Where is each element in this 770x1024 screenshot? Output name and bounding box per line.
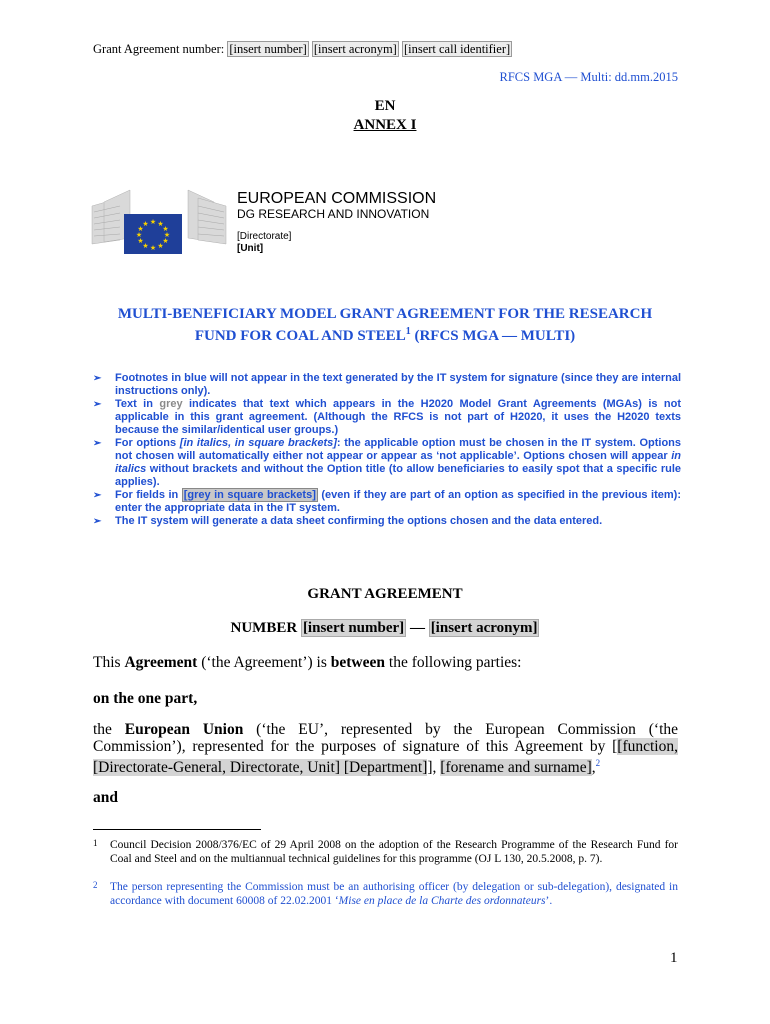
- page-number: 1: [670, 950, 678, 966]
- title-line-2: [93, 323, 677, 345]
- function-field[interactable]: [function, [Directorate-General, Directorate, Unit] [Department]: [93, 738, 678, 777]
- number-dash: —: [406, 620, 429, 636]
- number-prefix: NUMBER: [230, 620, 301, 636]
- instruction-text: For fields in: [115, 489, 182, 501]
- footnote-text: Council Decision 2008/376/EC of 29 April 2008 on the adoption of the Research Programme of the Research Fund for Coal and Steel and on the multiannual technical guidelines for this programme (OJ L 130, 20.5.2008, p. 7).: [110, 839, 678, 865]
- footnote-number: 1: [93, 838, 98, 848]
- directorate-placeholder[interactable]: [Directorate]: [237, 231, 292, 242]
- agreement-acronym-field[interactable]: [insert acronym]: [430, 620, 538, 636]
- header-grant-number: [93, 42, 512, 57]
- instruction-item: [93, 515, 681, 528]
- arrow-bullet-icon: ➢: [93, 438, 102, 449]
- text-run: ,: [591, 759, 596, 777]
- text-bold: between: [330, 654, 386, 671]
- instruction-item: [93, 489, 681, 515]
- text-run: ],: [427, 759, 441, 777]
- italic-keyword: in italics: [115, 450, 681, 475]
- annex-title: ANNEX I: [353, 117, 417, 133]
- text-run: ’.: [545, 895, 553, 907]
- unit-placeholder[interactable]: [Unit]: [237, 243, 264, 254]
- dg-name: DG RESEARCH AND INNOVATION: [237, 207, 430, 221]
- language-label: EN: [374, 98, 396, 114]
- footnote-ref-2[interactable]: 2: [595, 758, 601, 768]
- text-bold: European Union: [124, 721, 244, 738]
- instruction-text: The IT system will generate a data sheet confirming the options chosen and the data entered.: [115, 515, 603, 527]
- footnote-text: [110, 880, 678, 908]
- svg-text:★: ★: [162, 237, 169, 245]
- text-run: The person representing the Commission must be an authorising officer (by delegation or sub-delegation), designated in accordance with document 60008 of 22.02.2001 ‘: [110, 881, 678, 907]
- european-commission-logo: [90, 178, 228, 260]
- parties-intro: [93, 654, 678, 671]
- insert-number-field[interactable]: [insert number]: [229, 42, 307, 56]
- one-part-label: on the one part,: [93, 690, 198, 707]
- title-line-2b: (RFCS MGA — MULTI): [410, 328, 576, 344]
- arrow-bullet-icon: ➢: [93, 399, 102, 410]
- arrow-bullet-icon: ➢: [93, 516, 102, 527]
- commission-name: EUROPEAN COMMISSION: [237, 190, 437, 207]
- footnote-separator: [93, 829, 261, 830]
- grey-keyword: grey: [159, 398, 183, 410]
- text-run: the following parties:: [385, 654, 522, 671]
- italic-keyword: [in italics, in square brackets]: [179, 437, 337, 449]
- footnote-2: [93, 880, 678, 908]
- text-run: the: [93, 721, 125, 738]
- insert-acronym-field[interactable]: [insert acronym]: [313, 42, 397, 56]
- svg-text:★: ★: [163, 231, 171, 239]
- header-prefix: Grant Agreement number:: [93, 42, 228, 56]
- instruction-text: without brackets and without the Option title (to allow beneficiaries to easily spot that a specific rule applies).: [115, 463, 681, 488]
- insert-call-field[interactable]: [insert call identifier]: [403, 42, 511, 56]
- svg-text:★: ★: [142, 242, 149, 250]
- footnote-1: [93, 838, 678, 866]
- svg-text:★: ★: [162, 225, 169, 233]
- arrow-bullet-icon: ➢: [93, 373, 102, 384]
- footnote-ref-1[interactable]: 1: [405, 326, 411, 337]
- title-line-2a: FUND FOR COAL AND STEEL: [194, 328, 406, 344]
- text-italic: Mise en place de la Charte des ordonnateurs: [338, 895, 546, 907]
- text-run: This: [93, 654, 125, 671]
- version-label: RFCS MGA — Multi: dd.mm.2015: [499, 70, 678, 84]
- instructions-list: [93, 372, 681, 528]
- instruction-item: [93, 398, 681, 437]
- text-run: (‘the Agreement’) is: [197, 654, 331, 671]
- instruction-text: : the applicable option must be chosen in the IT system. Options not chosen will automatically either not appear or appear as ‘not applicable’. Options chosen will appear: [115, 437, 682, 462]
- instruction-text: Footnotes in blue will not appear in the text generated by the IT system for signature (since they are internal instructions only).: [115, 372, 681, 397]
- footnote-number: 2: [93, 880, 98, 890]
- eu-party-paragraph: [93, 721, 678, 776]
- agreement-number-field[interactable]: [insert number]: [302, 620, 405, 636]
- name-field[interactable]: [forename and surname]: [440, 759, 592, 777]
- instruction-text: indicates that text which appears in the H2020 Model Grant Agreements (MGAs) is not applicable in this grant agreement. (Although the RFCS is not part of H2020, it uses the H2020 texts because the similar/identical user groups.): [115, 398, 681, 436]
- svg-text:★: ★: [142, 220, 149, 228]
- instruction-item: [93, 437, 681, 489]
- instruction-text: (even if they are part of an option as specified in the previous item): enter the appropriate data in the IT system.: [115, 489, 681, 514]
- and-label: and: [93, 789, 118, 806]
- instruction-item: [93, 372, 681, 398]
- agreement-heading: GRANT AGREEMENT: [307, 586, 463, 602]
- text-run: (‘the EU’, represented by the European Commission (‘the Commission’), represented for the purposes of signature of this Agreement by [: [93, 721, 679, 755]
- svg-text:★: ★: [157, 220, 164, 228]
- agreement-number-line: [0, 620, 770, 637]
- svg-text:★: ★: [149, 244, 157, 252]
- grey-field-example: [grey in square brackets]: [183, 489, 316, 501]
- text-bold: Agreement: [124, 654, 198, 671]
- svg-text:★: ★: [149, 218, 157, 226]
- title-line-1: MULTI-BENEFICIARY MODEL GRANT AGREEMENT FOR THE RESEARCH: [117, 306, 653, 322]
- svg-text:★: ★: [135, 231, 143, 239]
- instruction-text: Text in: [115, 398, 160, 410]
- svg-text:★: ★: [157, 242, 164, 250]
- arrow-bullet-icon: ➢: [93, 490, 102, 501]
- svg-text:★: ★: [137, 237, 144, 245]
- svg-text:★: ★: [137, 225, 144, 233]
- instruction-text: For options: [115, 437, 180, 449]
- document-title: [93, 305, 677, 345]
